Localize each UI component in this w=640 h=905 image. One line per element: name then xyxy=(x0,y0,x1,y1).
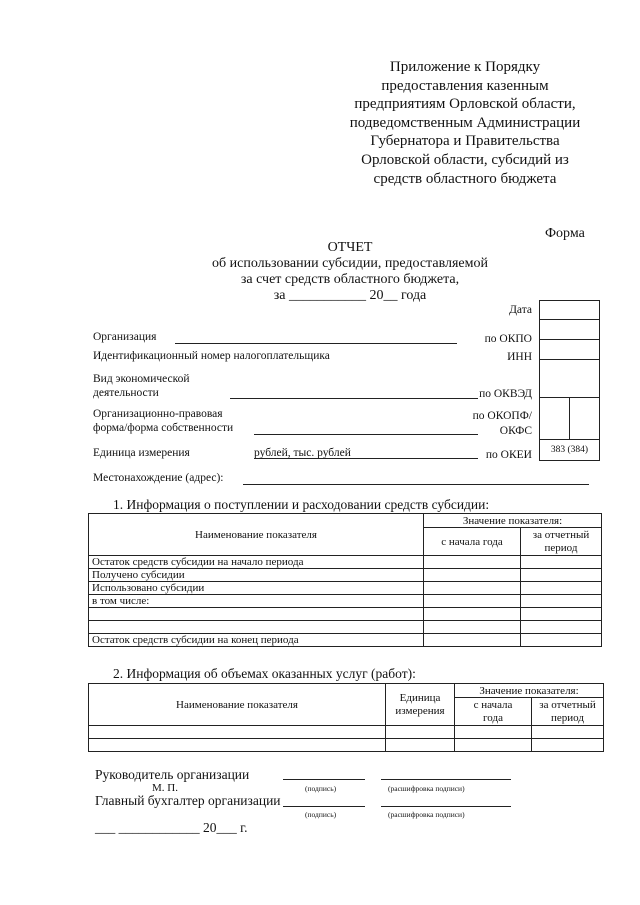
codes-box xyxy=(539,300,600,461)
appendix-line: Орловской области, субсидий из xyxy=(361,151,569,168)
header-indicator-name: Наименование показателя xyxy=(89,514,424,556)
table-row xyxy=(89,621,424,634)
legal-form-label-2: форма/форма собственности xyxy=(93,422,234,434)
activity-line[interactable] xyxy=(230,398,478,399)
org-line[interactable] xyxy=(175,343,457,344)
code-label-date: Дата xyxy=(509,304,532,316)
table-cell[interactable] xyxy=(424,556,521,569)
code-cell-okopf[interactable] xyxy=(540,398,599,440)
header-unit xyxy=(386,684,455,726)
table-cell[interactable] xyxy=(89,726,386,739)
code-cell-divider xyxy=(569,398,570,440)
accountant-decode-hint: (расшифровка подписи) xyxy=(388,810,465,819)
header-unit-l2: измерения xyxy=(395,704,445,717)
table-cell[interactable] xyxy=(521,608,602,621)
report-title xyxy=(200,240,500,304)
title-line-1: ОТЧЕТ xyxy=(327,240,373,255)
table-cell[interactable] xyxy=(424,634,521,647)
header-year-start: с начала года xyxy=(424,528,521,556)
head-decode-line[interactable] xyxy=(381,779,511,780)
stamp-place: М. П. xyxy=(152,782,178,794)
header-period xyxy=(521,528,602,556)
address-line[interactable] xyxy=(243,484,589,485)
table-row: Получено субсидии xyxy=(89,569,424,582)
code-cell-okpo[interactable] xyxy=(540,320,599,340)
unit-label: Единица измерения xyxy=(93,447,190,459)
table-cell[interactable] xyxy=(424,608,521,621)
title-line-4: за ___________ 20__ года xyxy=(273,288,427,303)
header-period-l1: за отчетный xyxy=(532,528,590,541)
header-service-start-l2: года xyxy=(483,711,503,724)
form-label: Форма xyxy=(545,226,585,241)
section1-title: 1. Информация о поступлении и расходовании средств субсидии: xyxy=(113,497,490,512)
table-cell[interactable] xyxy=(521,621,602,634)
table-cell[interactable] xyxy=(424,621,521,634)
section2-title: 2. Информация об объемах оказанных услуг (работ): xyxy=(113,666,416,681)
header-service-start xyxy=(455,698,532,726)
table-cell[interactable] xyxy=(521,582,602,595)
table-row: в том числе: xyxy=(89,595,424,608)
appendix-line: средств областного бюджета xyxy=(373,170,557,187)
code-cell-okei: 383 (384) xyxy=(550,445,589,455)
table-cell[interactable] xyxy=(386,726,455,739)
accountant-sign-hint: (подпись) xyxy=(305,810,337,819)
org-label: Организация xyxy=(93,331,157,343)
code-label-inn: ИНН xyxy=(507,351,532,363)
table-cell[interactable] xyxy=(532,739,604,752)
header-service-period-l2: период xyxy=(551,711,584,724)
head-signature-label: Руководитель организации xyxy=(95,767,250,782)
appendix-line: Приложение к Порядку xyxy=(389,59,541,75)
table-row: Остаток средств субсидии на конец периода xyxy=(89,634,424,647)
code-label-okpo: по ОКПО xyxy=(484,333,532,345)
unit-value: рублей, тыс. рублей xyxy=(254,447,351,459)
legal-form-line[interactable] xyxy=(254,434,478,435)
title-line-3: за счет средств областного бюджета, xyxy=(240,272,460,287)
head-signature-line[interactable] xyxy=(283,779,365,780)
code-cell-inn[interactable] xyxy=(540,340,599,360)
table-row: Остаток средств субсидии на начало периода xyxy=(89,556,424,569)
services-table xyxy=(88,683,604,752)
header-service-period xyxy=(532,698,604,726)
appendix-note xyxy=(330,58,600,188)
head-decode-hint: (расшифровка подписи) xyxy=(388,784,465,793)
unit-line xyxy=(254,458,478,459)
appendix-line: Губернатора и Правительства xyxy=(370,133,560,150)
appendix-line: предоставления казенным xyxy=(381,77,549,94)
table-cell[interactable] xyxy=(455,739,532,752)
code-label-okved: по ОКВЭД xyxy=(479,388,532,400)
code-cell-date[interactable] xyxy=(540,301,599,320)
signature-date: ___ ____________ 20___ г. xyxy=(95,820,248,835)
header-indicator-value: Значение показателя: xyxy=(424,514,602,528)
table-cell[interactable] xyxy=(455,726,532,739)
code-label-okfs: ОКФС xyxy=(499,425,532,437)
table-cell[interactable] xyxy=(386,739,455,752)
table-cell[interactable] xyxy=(521,569,602,582)
table-cell[interactable] xyxy=(521,556,602,569)
subsidy-table xyxy=(88,513,602,647)
table-row: Использовано субсидии xyxy=(89,582,424,595)
address-label: Местонахождение (адрес): xyxy=(93,472,224,484)
table-cell[interactable] xyxy=(521,634,602,647)
code-label-okopf: по ОКОПФ/ xyxy=(472,410,532,422)
title-line-2: об использовании субсидии, предоставляемой xyxy=(212,256,488,271)
header-service-start-l1: с начала xyxy=(473,698,513,711)
legal-form-label-1: Организационно-правовая xyxy=(93,408,223,420)
code-cell-okved[interactable] xyxy=(540,360,599,398)
table-cell[interactable] xyxy=(424,595,521,608)
activity-label-2: деятельности xyxy=(93,387,159,399)
table-cell[interactable] xyxy=(89,739,386,752)
accountant-decode-line[interactable] xyxy=(381,806,511,807)
accountant-signature-line[interactable] xyxy=(283,806,365,807)
code-label-okei: по ОКЕИ xyxy=(485,449,532,461)
header-service-period-l1: за отчетный xyxy=(539,698,596,711)
appendix-line: предприятиям Орловской области, xyxy=(354,96,576,113)
accountant-signature-label: Главный бухгалтер организации xyxy=(95,793,281,808)
header-unit-l1: Единица xyxy=(399,691,441,704)
appendix-line: подведомственным Администрации xyxy=(349,114,581,131)
header-service-value: Значение показателя: xyxy=(455,684,604,698)
inn-label: Идентификационный номер налогоплательщика xyxy=(93,350,330,362)
header-period-l2: период xyxy=(544,541,578,554)
head-sign-hint: (подпись) xyxy=(305,784,337,793)
header-service-name: Наименование показателя xyxy=(89,684,386,726)
table-cell[interactable] xyxy=(424,582,521,595)
table-cell[interactable] xyxy=(424,569,521,582)
table-row xyxy=(89,608,424,621)
table-cell[interactable] xyxy=(521,595,602,608)
table-cell[interactable] xyxy=(532,726,604,739)
activity-label-1: Вид экономической xyxy=(93,373,190,385)
